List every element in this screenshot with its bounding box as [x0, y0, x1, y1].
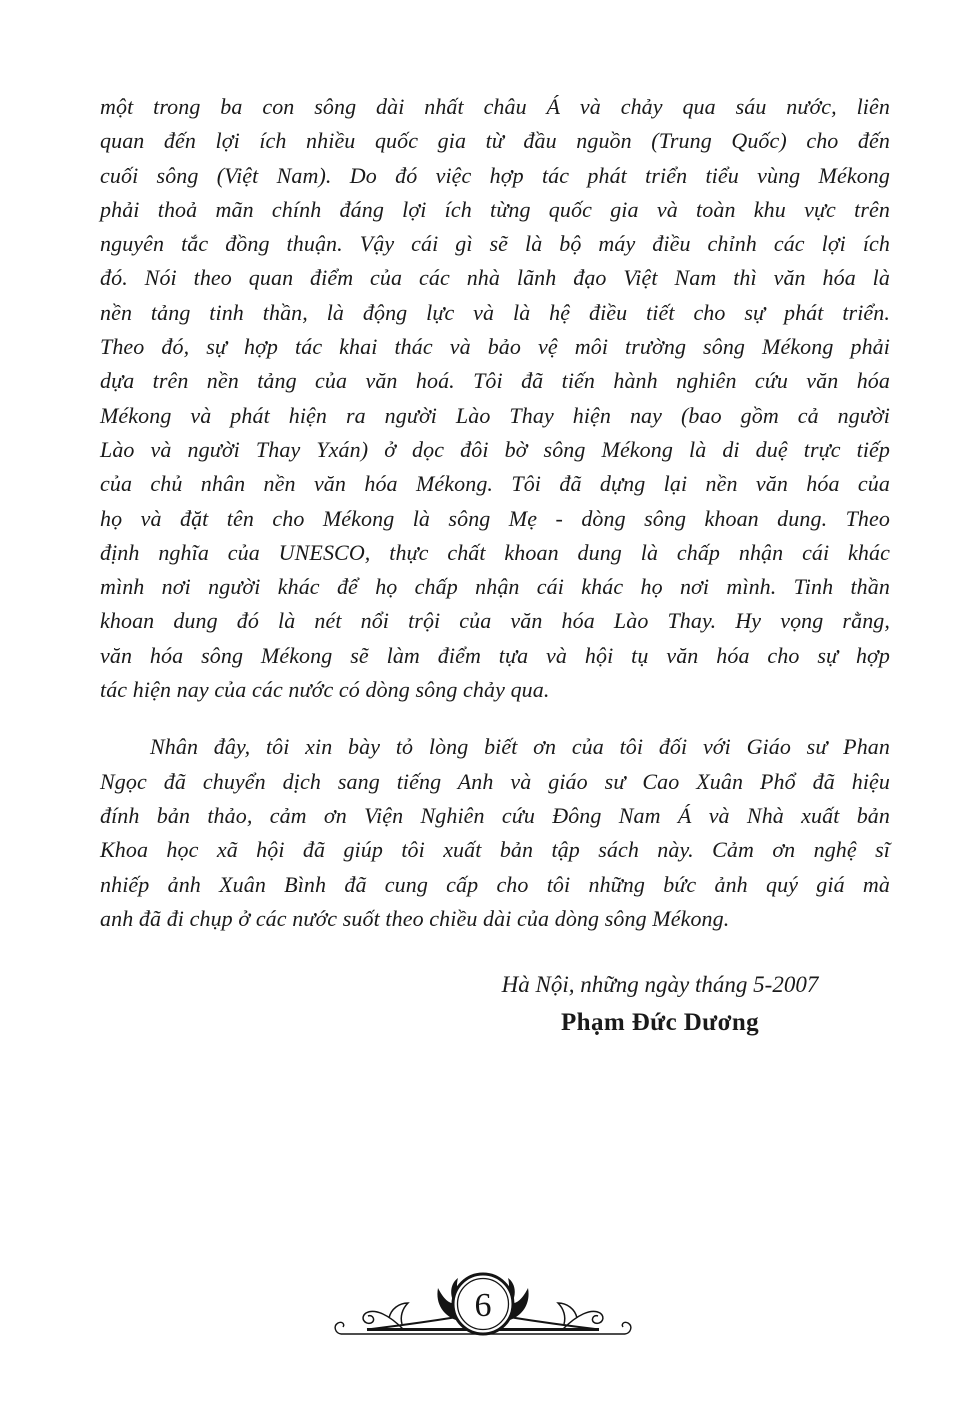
text-line: nhiếp ảnh Xuân Bình đã cung cấp cho tôi những bức ảnh quý giá mà — [100, 871, 890, 897]
paragraph-1 — [100, 90, 890, 707]
page-body — [100, 90, 890, 1043]
page-footer — [333, 1258, 633, 1363]
page-number-circle — [453, 1274, 513, 1334]
paragraph-2 — [100, 730, 890, 936]
page-number: 6 — [474, 1287, 491, 1324]
text-line: phải thoả mãn chính đáng lợi ích từng quốc gia và toàn khu vực trên — [100, 196, 890, 222]
text-line: Khoa học xã hội đã giúp tôi xuất bản tập sách này. Cảm ơn nghệ sĩ — [100, 837, 890, 863]
text-line: nguyên tắc đồng thuận. Vậy cái gì sẽ là bộ máy điều chỉnh các lợi ích — [100, 231, 890, 257]
text-line: khoan dung đó là nét nổi trội của văn hóa Lào Thay. Hy vọng rằng, — [100, 608, 890, 634]
signature-author: Phạm Đức Dương — [560, 1009, 760, 1037]
text-line: Lào và người Thay Yxán) ở dọc đôi bờ sông Mékong là di duệ trực tiếp — [100, 436, 890, 462]
signature-dateline: Hà Nội, những ngày tháng 5-2007 — [501, 972, 819, 998]
text-line: tác hiện nay của các nước có dòng sông chảy qua. — [100, 677, 550, 703]
text-line: định nghĩa của UNESCO, thực chất khoan dung là chấp nhận cái khác — [100, 539, 890, 565]
text-line: đó. Nói theo quan điểm của các nhà lãnh đạo Việt Nam thì văn hóa là — [100, 265, 890, 291]
text-line: quan đến lợi ích nhiều quốc gia từ đầu nguồn (Trung Quốc) cho đến — [100, 128, 890, 154]
text-line: họ và đặt tên cho Mékong là sông Mẹ - dòng sông khoan dung. Theo — [100, 505, 890, 531]
text-line: anh đã đi chụp ở các nước suốt theo chiều dài của dòng sông Mékong. — [100, 905, 730, 931]
text-line: mình nơi người khác để họ chấp nhận cái khác họ nơi mình. Tinh thần — [100, 574, 890, 600]
text-line: Ngọc đã chuyển dịch sang tiếng Anh và giáo sư Cao Xuân Phổ đã hiệu — [100, 768, 890, 794]
text-line: Mékong và phát hiện ra người Lào Thay hiện nay (bao gồm cả người — [100, 402, 890, 428]
text-line: của chủ nhân nền văn hóa Mékong. Tôi đã dựng lại nền văn hóa của — [100, 471, 890, 497]
text-line: Nhân đây, tôi xin bày tỏ lòng biết ơn của tôi đối với Giáo sư Phan — [150, 734, 890, 760]
text-line: dựa trên nền tảng của văn hoá. Tôi đã tiến hành nghiên cứu văn hóa — [100, 368, 890, 394]
text-line: cuối sông (Việt Nam). Do đó việc hợp tác phát triển tiểu vùng Mékong — [100, 162, 890, 188]
page-number-ornament-icon — [333, 1258, 633, 1358]
text-line: nền tảng tinh thần, là động lực và là hệ điều tiết cho sự phát triển. — [100, 299, 890, 325]
signature-block — [440, 967, 880, 1043]
text-line: văn hóa sông Mékong sẽ làm điểm tựa và hội tụ văn hóa cho sự hợp — [100, 642, 890, 668]
text-line: đính bản thảo, cảm ơn Viện Nghiên cứu Đông Nam Á và Nhà xuất bản — [100, 802, 890, 828]
text-line: một trong ba con sông dài nhất châu Á và chảy qua sáu nước, liên — [100, 94, 890, 119]
text-line: Theo đó, sự hợp tác khai thác và bảo vệ môi trường sông Mékong phải — [100, 334, 890, 360]
